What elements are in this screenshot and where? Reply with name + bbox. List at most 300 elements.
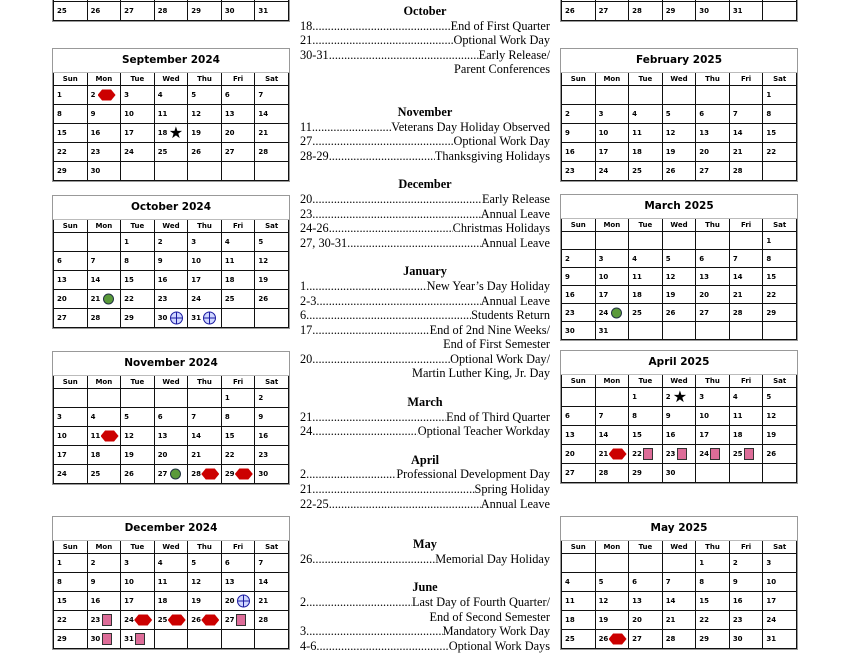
day-number: 26 (191, 148, 201, 156)
day-cell (729, 105, 763, 124)
event-date: 20 (300, 351, 313, 366)
day-number: 10 (598, 272, 609, 281)
week-row (562, 573, 797, 592)
day-number: 11 (157, 110, 168, 118)
week-row (54, 252, 289, 271)
event-item (300, 120, 550, 135)
day-cell (221, 573, 255, 592)
event-date: 27 (300, 134, 313, 149)
day-number: 3 (57, 413, 62, 421)
weekday-header: Thu (188, 73, 222, 86)
day-cell (188, 124, 222, 143)
day-cell (662, 573, 696, 592)
day-number: 25 (732, 450, 743, 458)
day-cell (121, 408, 155, 427)
event-date: 3 (300, 624, 307, 639)
day-number: 27 (632, 635, 642, 643)
dot-leader (312, 33, 453, 48)
day-number: 13 (632, 597, 642, 605)
weekday-header: Mon (87, 220, 121, 233)
day-number: 1 (124, 238, 129, 246)
day-number: 20 (224, 597, 235, 605)
day-number: 18 (732, 431, 743, 439)
calendar-december-2024 (52, 516, 290, 650)
weekday-header: Thu (696, 375, 730, 388)
week-row (562, 250, 797, 268)
day-number: 22 (57, 616, 67, 624)
weekday-header: Fri (221, 220, 255, 233)
day-cell (629, 268, 663, 286)
day-cell (662, 592, 696, 611)
week-row (54, 143, 289, 162)
day-cell (662, 268, 696, 286)
event-description: Memorial Day Holiday (435, 551, 550, 566)
event-date: 6 (300, 308, 307, 323)
spacer (300, 163, 550, 177)
day-number: 1 (632, 393, 637, 401)
day-number: 9 (157, 257, 163, 265)
day-number: 17 (598, 290, 609, 299)
dot-leader (306, 308, 471, 323)
event-month-heading: November (397, 104, 453, 119)
day-number: 4 (224, 238, 230, 246)
week-row (562, 143, 797, 162)
empty-cell (121, 162, 155, 181)
dot-leader (312, 482, 474, 497)
empty-cell (629, 86, 663, 105)
day-number: 27 (124, 7, 134, 15)
day-cell (763, 304, 797, 322)
day-number: 19 (665, 148, 676, 156)
day-cell (595, 592, 629, 611)
day-number: 6 (224, 559, 230, 567)
event-date: 23 (300, 206, 313, 221)
day-cell (255, 124, 289, 143)
weekday-header: Sun (54, 376, 88, 389)
day-number: 16 (565, 290, 575, 299)
day-cell (121, 630, 155, 649)
day-number: 15 (632, 431, 642, 439)
calendar-october-2024 (52, 195, 290, 329)
day-cell (562, 592, 596, 611)
day-number: 1 (224, 394, 230, 402)
day-cell (629, 388, 663, 407)
day-number: 8 (57, 578, 62, 586)
calendar-february-2025 (560, 48, 798, 182)
empty-cell (54, 233, 88, 252)
day-cell (629, 304, 663, 322)
event-item (300, 624, 550, 639)
week-row (562, 445, 797, 464)
day-number: 28 (732, 167, 743, 175)
day-number: 7 (90, 257, 96, 265)
day-cell (188, 86, 222, 105)
day-cell (696, 268, 730, 286)
event-item (300, 236, 550, 251)
day-cell (188, 143, 222, 162)
day-number: 9 (258, 413, 264, 421)
day-cell (255, 252, 289, 271)
day-cell (188, 309, 222, 328)
day-cell (595, 464, 629, 483)
day-number: 25 (565, 635, 575, 643)
day-cell (729, 611, 763, 630)
day-number: 20 (57, 295, 67, 303)
day-cell (562, 268, 596, 286)
day-number: 13 (699, 272, 709, 281)
day-cell (154, 233, 188, 252)
day-cell (54, 124, 88, 143)
event-date: 24-26 (300, 221, 329, 236)
event-date: 24 (300, 424, 313, 439)
day-number: 25 (632, 167, 642, 175)
week-row (54, 271, 289, 290)
day-number: 22 (224, 451, 235, 459)
spacer (300, 439, 550, 453)
weekday-header: Tue (121, 541, 155, 554)
day-cell (188, 427, 222, 446)
calendar-september-2024 (52, 48, 290, 182)
day-number: 4 (732, 393, 738, 401)
day-number: 3 (124, 91, 129, 99)
day-cell (595, 2, 629, 21)
weekday-header: Tue (629, 375, 663, 388)
weekday-header: Sat (763, 375, 797, 388)
day-number: 11 (732, 412, 743, 420)
weekday-header: Sat (763, 73, 797, 86)
day-number: 21 (90, 295, 101, 303)
day-number: 18 (90, 451, 101, 459)
day-number: 24 (191, 295, 201, 303)
day-cell (662, 105, 696, 124)
day-cell (154, 554, 188, 573)
day-cell (562, 611, 596, 630)
day-number: 1 (766, 236, 772, 245)
event-month-heading: March (407, 395, 443, 410)
day-cell (562, 445, 596, 464)
day-cell (696, 592, 730, 611)
day-cell (696, 573, 730, 592)
day-number: 30 (224, 7, 235, 15)
day-number: 23 (665, 450, 676, 458)
day-cell (188, 290, 222, 309)
event-item (300, 552, 550, 567)
week-row (54, 290, 289, 309)
day-number: 26 (598, 635, 609, 643)
day-cell (121, 124, 155, 143)
day-cell (562, 407, 596, 426)
day-cell (696, 554, 730, 573)
event-description: End of 2nd Nine Weeks/ (429, 322, 550, 337)
week-row (54, 86, 289, 105)
day-cell (87, 630, 121, 649)
day-number: 24 (124, 616, 134, 624)
event-date: 21 (300, 409, 313, 424)
event-description: Early Release/ (478, 47, 550, 62)
day-number: 4 (632, 254, 637, 263)
weekday-header: Sun (562, 219, 596, 232)
day-number: 12 (665, 272, 676, 281)
event-item (300, 482, 550, 497)
day-cell (154, 309, 188, 328)
day-cell (763, 611, 797, 630)
day-number: 17 (191, 276, 201, 284)
day-number: 28 (665, 635, 676, 643)
day-cell (121, 233, 155, 252)
day-number: 2 (665, 393, 671, 401)
day-cell (221, 233, 255, 252)
empty-cell (662, 232, 696, 250)
day-cell (562, 250, 596, 268)
day-cell (729, 573, 763, 592)
day-number: 15 (57, 129, 67, 137)
day-number: 2 (258, 394, 264, 402)
day-cell (763, 143, 797, 162)
empty-cell (763, 464, 797, 483)
week-row (562, 124, 797, 143)
day-number: 1 (57, 91, 62, 99)
day-cell (729, 304, 763, 322)
empty-cell (763, 162, 797, 181)
day-number: 14 (258, 578, 269, 586)
day-number: 26 (665, 308, 676, 317)
week-row (562, 630, 797, 649)
event-item (300, 639, 550, 654)
event-date: 17 (300, 322, 313, 337)
event-item (300, 424, 550, 439)
day-cell (562, 322, 596, 340)
dot-leader (316, 294, 480, 309)
weekday-header: Sun (54, 541, 88, 554)
day-number: 23 (90, 616, 101, 624)
day-number: 3 (699, 393, 705, 401)
day-number: 21 (732, 290, 743, 299)
day-number: 16 (732, 597, 743, 605)
day-number: 27 (598, 7, 609, 15)
day-number: 10 (191, 257, 201, 265)
day-cell (595, 573, 629, 592)
day-cell (763, 426, 797, 445)
day-number: 14 (598, 431, 609, 439)
day-cell (629, 286, 663, 304)
day-number: 10 (124, 110, 134, 118)
event-description: Annual Leave (480, 496, 550, 511)
day-cell (662, 2, 696, 21)
day-cell (763, 573, 797, 592)
day-number: 24 (124, 148, 134, 156)
day-cell (696, 143, 730, 162)
day-number: 16 (665, 431, 676, 439)
day-cell (154, 427, 188, 446)
day-cell (696, 286, 730, 304)
day-number: 21 (732, 148, 743, 156)
week-row (54, 630, 289, 649)
day-number: 4 (157, 91, 163, 99)
important-dates-list (300, 4, 550, 653)
day-cell (188, 573, 222, 592)
dot-leader (329, 497, 481, 512)
event-description: Optional Work Day (453, 33, 550, 48)
weekday-header: Wed (662, 219, 696, 232)
day-number: 28 (258, 616, 269, 624)
day-number: 11 (157, 578, 168, 586)
day-number: 11 (632, 129, 642, 137)
day-cell (188, 105, 222, 124)
day-cell (54, 143, 88, 162)
month-title: February 2025 (561, 49, 797, 73)
event-date: 2-3 (300, 293, 317, 308)
event-description: Optional Work Day (453, 134, 550, 149)
empty-cell (729, 464, 763, 483)
weekday-header: Wed (154, 376, 188, 389)
calendar-april-2025 (560, 350, 798, 484)
day-number: 7 (258, 559, 264, 567)
day-cell (121, 271, 155, 290)
month-title: March 2025 (561, 195, 797, 219)
day-number: 3 (191, 238, 197, 246)
calendar-may-2025 (560, 516, 798, 650)
week-row (562, 322, 797, 340)
day-cell (121, 309, 155, 328)
day-cell (562, 426, 596, 445)
day-number: 21 (191, 451, 201, 459)
day-cell (54, 573, 88, 592)
day-number: 25 (90, 470, 101, 478)
hexagon-icon (609, 634, 627, 645)
event-description: Students Return (471, 308, 550, 323)
empty-cell (188, 162, 222, 181)
day-cell (154, 446, 188, 465)
day-number: 23 (258, 451, 269, 459)
event-item (300, 352, 550, 367)
week-row (562, 407, 797, 426)
empty-cell (87, 233, 121, 252)
event-month-heading: June (412, 580, 438, 595)
day-number: 13 (157, 432, 168, 440)
circle-icon (170, 469, 181, 480)
day-number: 31 (258, 7, 269, 15)
dot-leader (312, 120, 391, 135)
day-number: 13 (224, 578, 235, 586)
day-number: 17 (124, 129, 134, 137)
dot-leader (312, 410, 446, 425)
day-number: 29 (224, 470, 235, 478)
event-description: Annual Leave (480, 235, 550, 250)
day-number: 24 (57, 470, 67, 478)
day-number: 15 (699, 597, 709, 605)
weekday-header: Sat (255, 73, 289, 86)
day-cell (629, 445, 663, 464)
day-number: 16 (565, 148, 575, 156)
day-number: 24 (766, 616, 777, 624)
day-cell (221, 427, 255, 446)
day-cell (188, 271, 222, 290)
day-number: 14 (732, 129, 743, 137)
day-cell (729, 268, 763, 286)
dot-leader (306, 467, 396, 482)
weekday-header: Fri (729, 541, 763, 554)
event-description: Optional Work Day/ (450, 351, 550, 366)
event-item (300, 497, 550, 512)
day-number: 26 (258, 295, 269, 303)
day-cell (54, 105, 88, 124)
spacer (300, 77, 550, 105)
day-number: 14 (732, 272, 743, 281)
day-cell (729, 143, 763, 162)
day-cell (87, 162, 121, 181)
day-number: 12 (258, 257, 269, 265)
day-number: 17 (598, 148, 609, 156)
calendar-november-2024 (52, 351, 290, 485)
empty-cell (595, 388, 629, 407)
day-number: 1 (766, 91, 772, 99)
day-cell (696, 426, 730, 445)
day-cell (121, 427, 155, 446)
dot-leader (329, 149, 435, 164)
spacer (300, 381, 550, 395)
day-number: 4 (565, 578, 570, 586)
day-number: 6 (699, 110, 705, 118)
day-number: 3 (598, 254, 604, 263)
event-item (300, 48, 550, 63)
event-description: End of Third Quarter (446, 409, 550, 424)
day-number: 27 (224, 616, 235, 624)
day-cell (221, 124, 255, 143)
week-row (54, 162, 289, 181)
week-row (562, 592, 797, 611)
day-cell (562, 630, 596, 649)
empty-cell (562, 554, 596, 573)
day-number: 21 (665, 616, 676, 624)
empty-cell (696, 464, 730, 483)
weekday-header: Sun (562, 541, 596, 554)
event-description: Early Release (482, 191, 550, 206)
day-cell (87, 105, 121, 124)
globe-icon (203, 312, 216, 325)
day-number: 11 (632, 272, 642, 281)
square-icon (236, 614, 246, 626)
day-cell (595, 630, 629, 649)
day-cell (729, 426, 763, 445)
weekday-header: Tue (629, 219, 663, 232)
day-cell (221, 611, 255, 630)
day-cell (595, 105, 629, 124)
event-item (300, 134, 550, 149)
event-description: Professional Development Day (396, 467, 550, 482)
week-row (54, 389, 289, 408)
day-cell (662, 250, 696, 268)
day-number: 30 (732, 635, 743, 643)
hexagon-icon (98, 90, 116, 101)
day-cell (221, 290, 255, 309)
day-number: 13 (565, 431, 575, 439)
day-cell (255, 2, 289, 21)
day-number: 18 (632, 290, 642, 299)
day-cell (188, 252, 222, 271)
day-number: 29 (632, 469, 642, 477)
event-item (300, 192, 550, 207)
day-cell (629, 592, 663, 611)
event-description: Annual Leave (480, 293, 550, 308)
day-cell (729, 2, 763, 21)
week-row (562, 611, 797, 630)
week-row (54, 554, 289, 573)
day-number: 13 (57, 276, 67, 284)
weekday-header: Wed (662, 375, 696, 388)
empty-cell (763, 2, 797, 21)
day-number: 17 (124, 597, 134, 605)
day-number: 9 (665, 412, 671, 420)
